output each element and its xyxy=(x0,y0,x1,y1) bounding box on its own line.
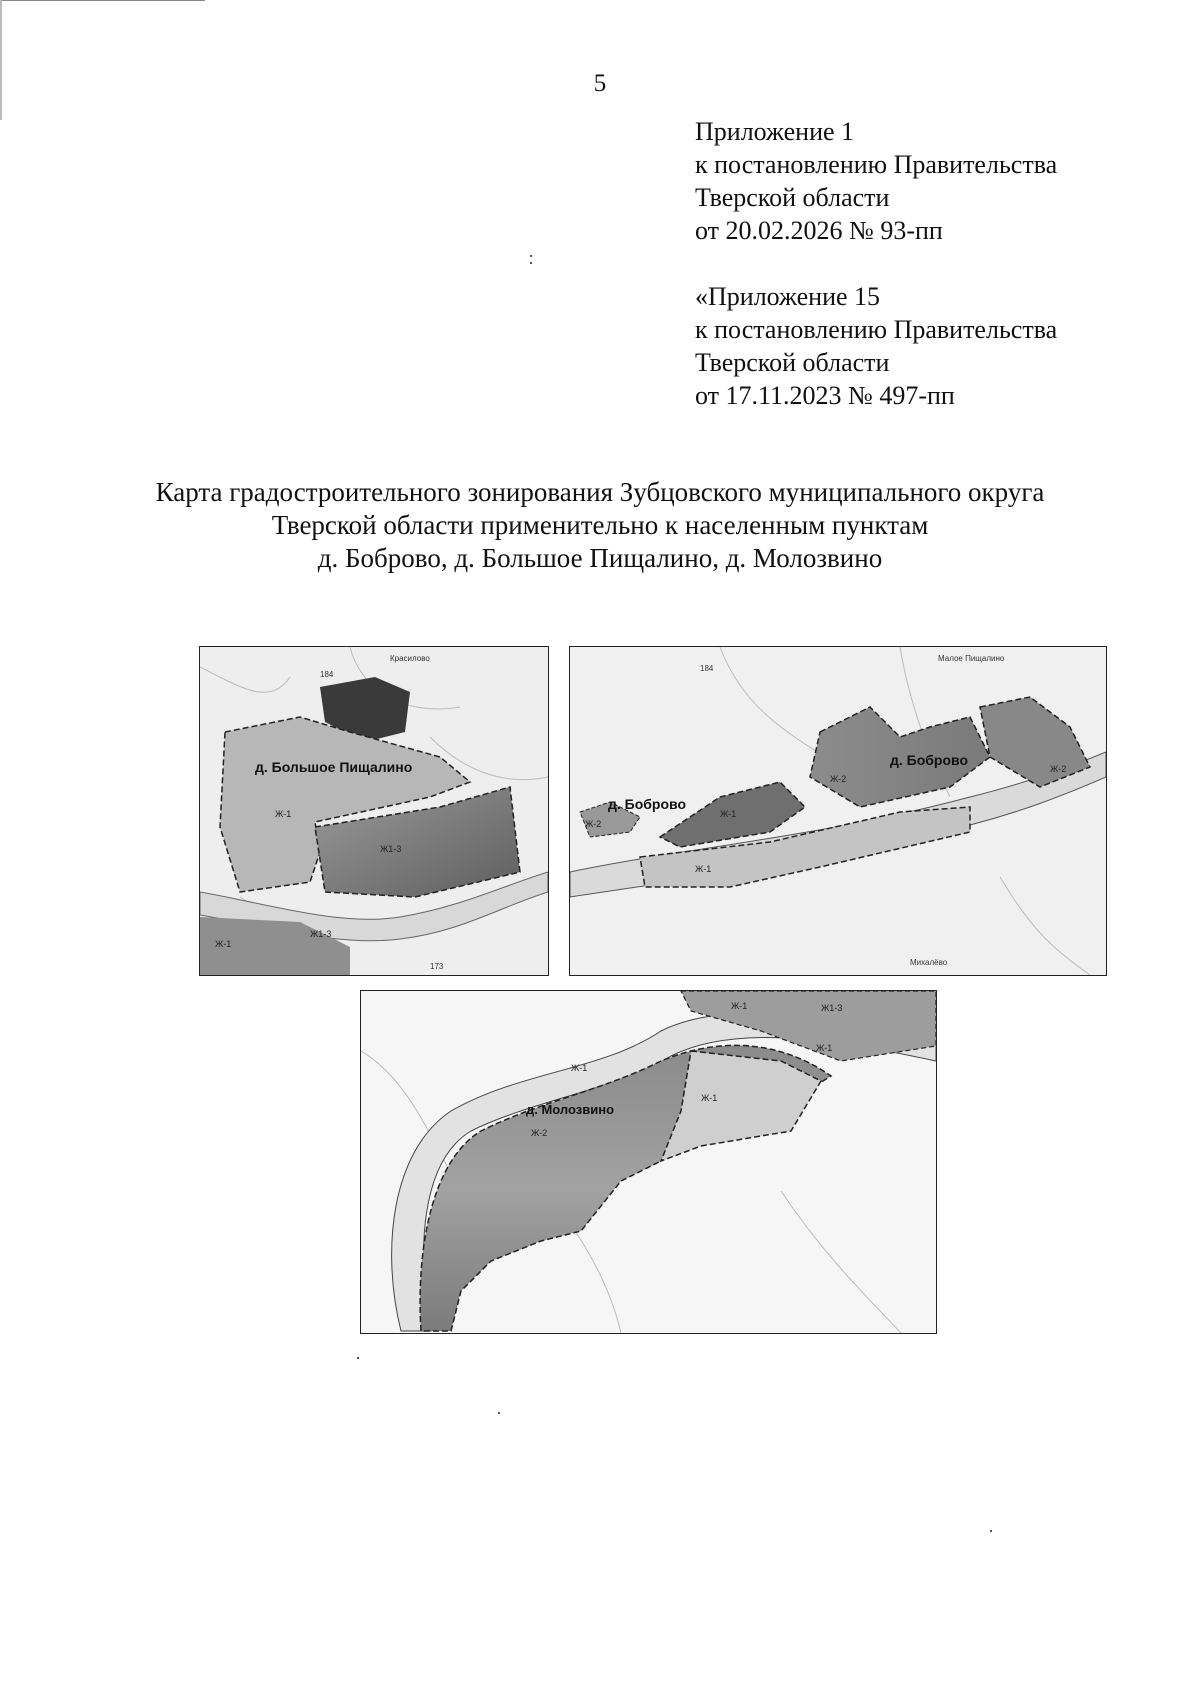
scan-artifact-edge xyxy=(0,0,2,120)
settlement-label: д. Молозвино xyxy=(526,1102,615,1117)
map-1-image xyxy=(200,647,548,975)
zoning-map-bobrovo xyxy=(569,646,1107,976)
zone-label: Ж-1 xyxy=(731,1001,748,1011)
zone-label: Ж-2 xyxy=(830,774,847,784)
zone-label: Ж-1 xyxy=(701,1093,718,1103)
appendix-2-line: Тверской области xyxy=(695,348,890,377)
zone-label: Ж-1 xyxy=(571,1063,588,1073)
document-title xyxy=(0,476,1200,575)
title-line: Тверской области применительно к населенным пунктам xyxy=(271,510,929,540)
scan-speck xyxy=(530,255,532,257)
place-label: Малое Пищалино xyxy=(938,654,1005,663)
zone-label: Ж1-3 xyxy=(821,1003,843,1013)
appendix-1-line: Тверской области xyxy=(695,183,890,212)
appendix-2-line: «Приложение 15 xyxy=(695,282,881,311)
appendix-2-line: от 17.11.2023 № 497-пп xyxy=(695,381,955,410)
zone-label: Ж1-3 xyxy=(380,844,402,854)
zone-label: Ж-2 xyxy=(1050,764,1067,774)
settlement-label: д. Большое Пищалино xyxy=(255,759,413,775)
scan-speck xyxy=(498,1412,500,1414)
scan-speck xyxy=(530,262,532,264)
appendix-1-line: к постановлению Правительства xyxy=(695,150,1058,179)
appendix-2-line: к постановлению Правительства xyxy=(695,315,1058,344)
appendix-2-header xyxy=(695,280,1057,412)
appendix-1-header xyxy=(695,115,1057,247)
page-number: 5 xyxy=(593,70,607,97)
place-label: Михалёво xyxy=(910,958,948,967)
appendix-1-line: от 20.02.2026 № 93-пп xyxy=(695,216,943,245)
map-3-image xyxy=(361,991,936,1333)
appendix-1-line: Приложение 1 xyxy=(695,117,855,146)
title-line: Карта градостроительного зонирования Зубцовского муниципального округа xyxy=(155,477,1045,507)
zone-label: Ж-1 xyxy=(720,809,737,819)
scan-artifact-line xyxy=(0,0,205,1)
zone-label: Ж1-3 xyxy=(310,929,332,939)
place-label: 173 xyxy=(430,962,444,971)
zone-label: Ж-2 xyxy=(585,819,602,829)
settlement-label: д. Боброво xyxy=(608,796,687,812)
place-label: Красилово xyxy=(390,654,430,663)
scan-speck xyxy=(990,1530,992,1532)
zone-label: Ж-1 xyxy=(695,864,712,874)
zone-label: Ж-1 xyxy=(275,809,292,819)
title-line: д. Боброво, д. Большое Пищалино, д. Молозвино xyxy=(317,543,883,573)
place-label: 184 xyxy=(320,670,334,679)
zoning-map-molozvino xyxy=(360,990,937,1334)
map-2-image xyxy=(570,647,1106,975)
zone-label: Ж-2 xyxy=(531,1128,548,1138)
zoning-map-bolshoe-pishchalino xyxy=(199,646,549,976)
zone-label: Ж-1 xyxy=(215,939,232,949)
place-label: 184 xyxy=(700,664,714,673)
zone-label: Ж-1 xyxy=(816,1043,833,1053)
scan-speck xyxy=(357,1357,359,1359)
settlement-label: д. Боброво xyxy=(890,752,969,768)
